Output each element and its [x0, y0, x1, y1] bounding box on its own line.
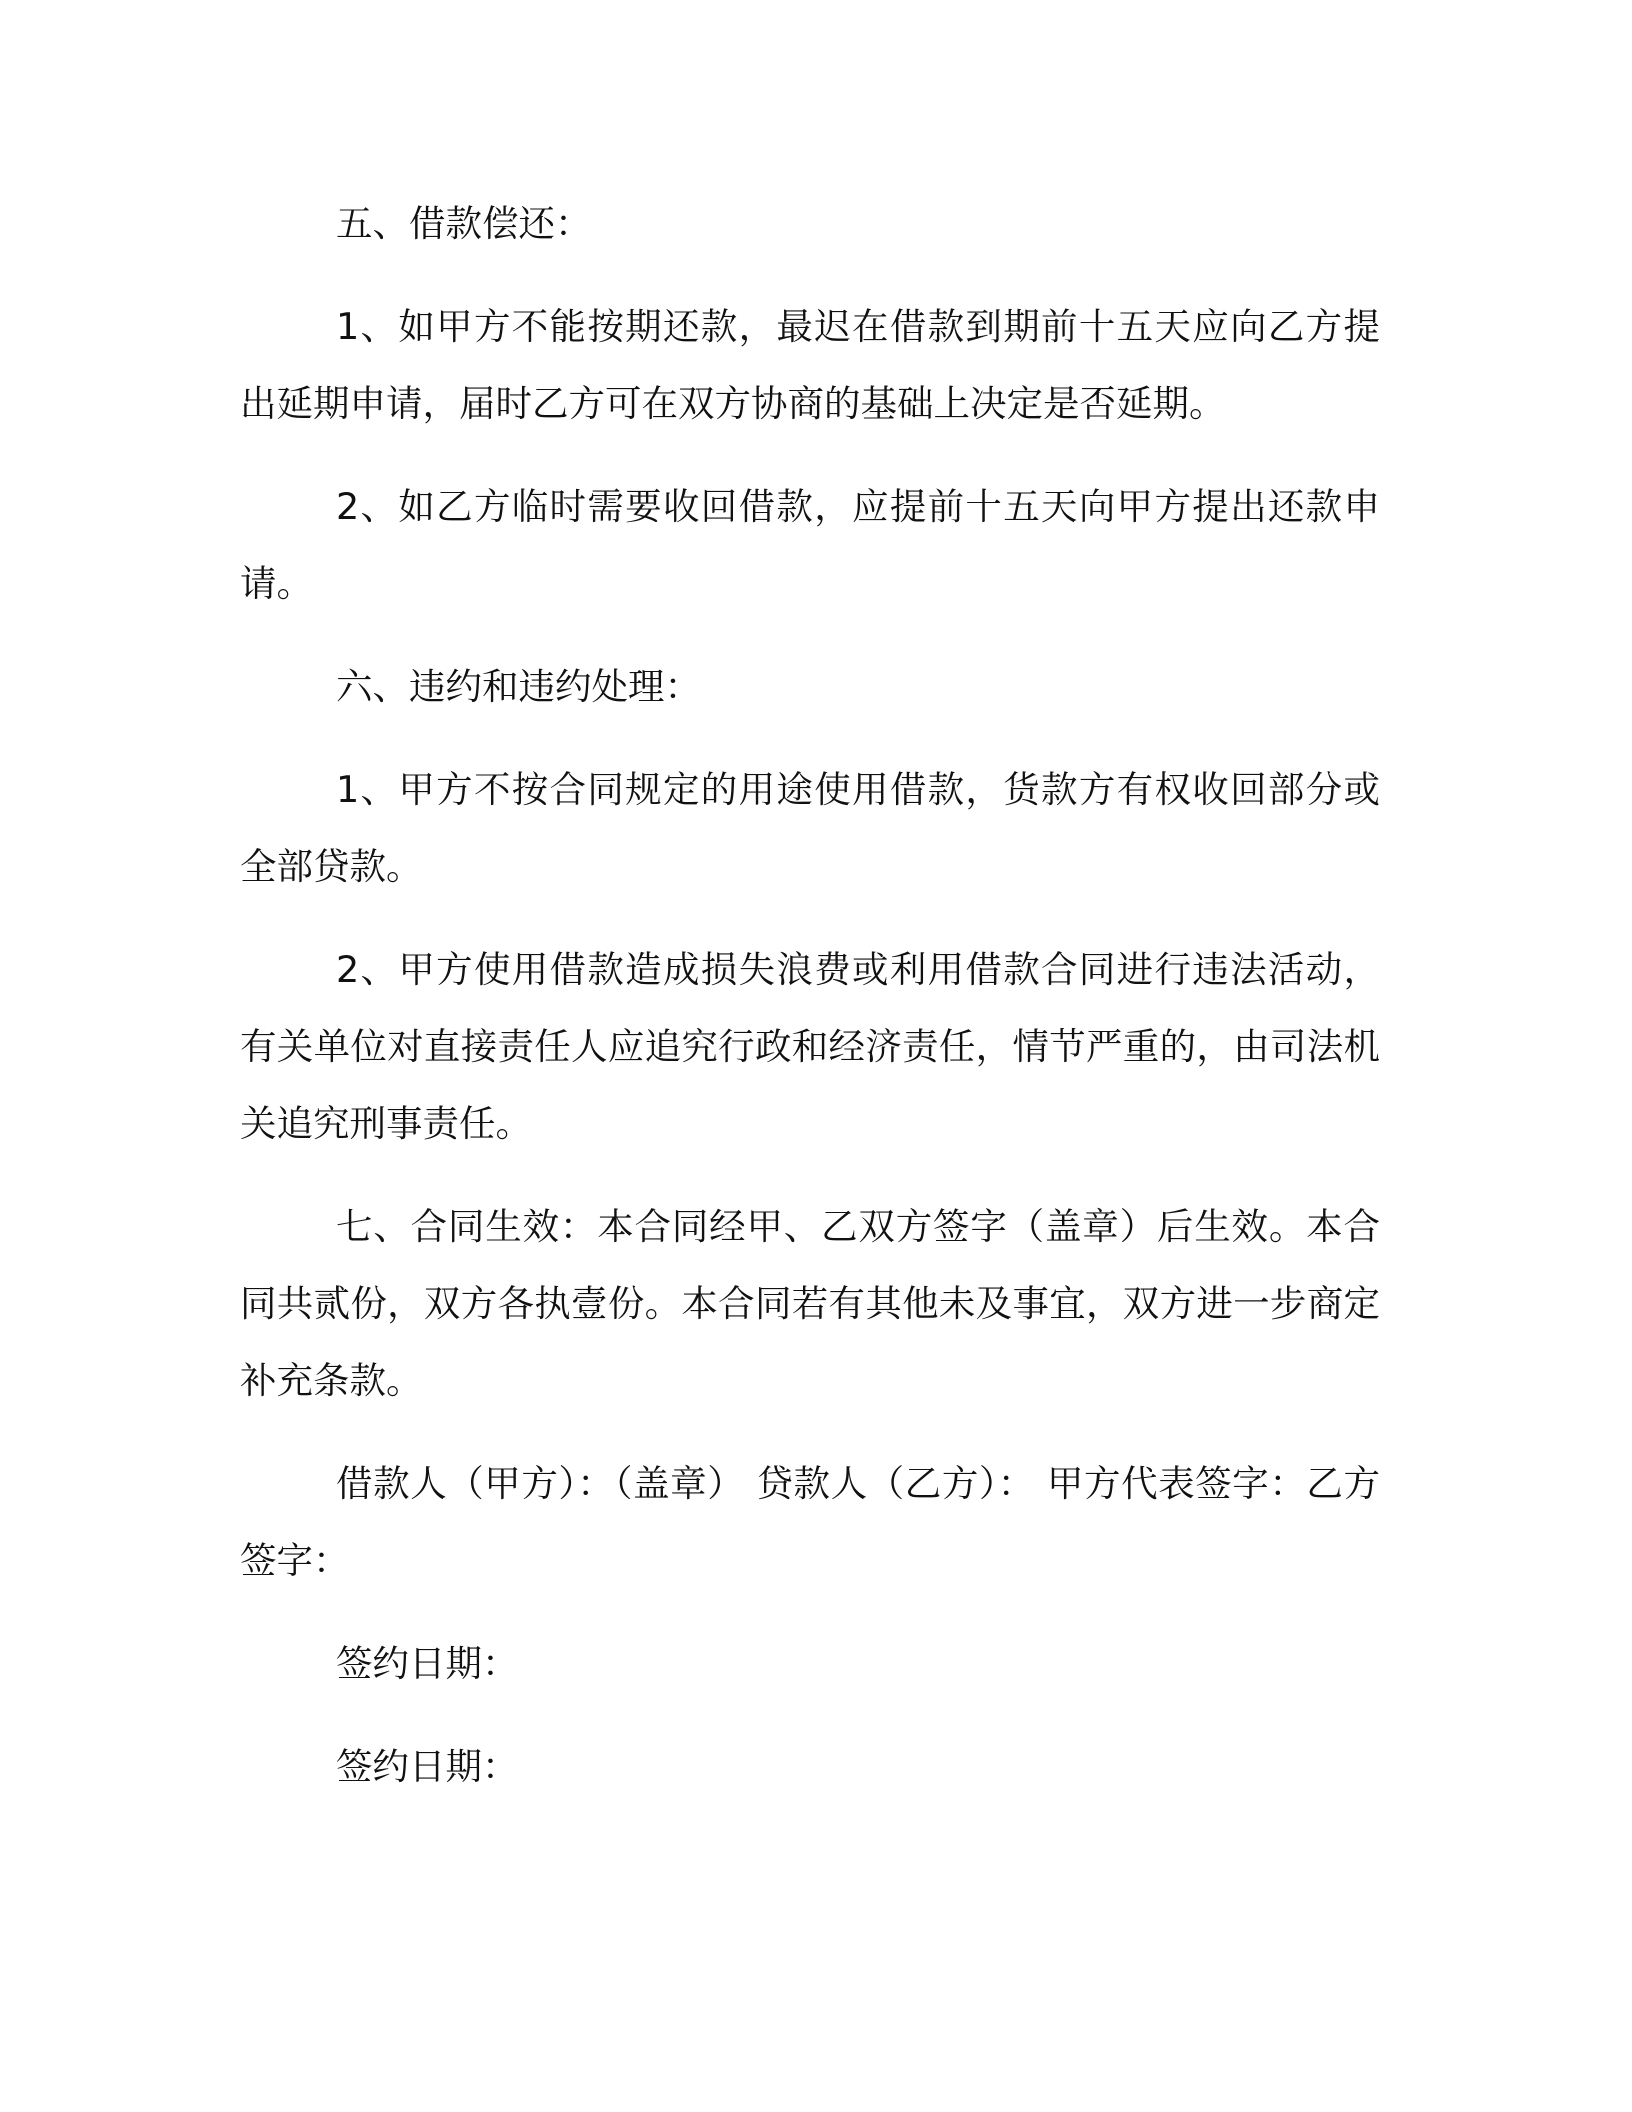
- section-heading-repayment: 五、借款偿还：: [336, 202, 592, 245]
- clause-early-recall: 2、如乙方临时需要收回借款，应提前十五天向甲方提出还款申请。: [240, 485, 1380, 605]
- clause-extension-request: 1、如甲方不能按期还款，最迟在借款到期前十五天应向乙方提出延期申请，届时乙方可在双方协商的基础上决定是否延期。: [240, 305, 1380, 425]
- section-heading-breach: 六、违约和违约处理：: [336, 665, 701, 708]
- clause-illegal-activity: 2、甲方使用借款造成损失浪费或利用借款合同进行违法活动，有关单位对直接责任人应追究行政和经济责任，情节严重的，由司法机关追究刑事责任。: [240, 948, 1380, 1145]
- document-body: [240, 185, 1380, 1831]
- signing-date-line: 签约日期：: [336, 1642, 519, 1685]
- clause-misuse-of-loan: 1、甲方不按合同规定的用途使用借款，货款方有权收回部分或全部贷款。: [240, 768, 1380, 888]
- signing-date-line: 签约日期：: [336, 1745, 519, 1788]
- clause-contract-effective: 七、合同生效：本合同经甲、乙双方签字（盖章）后生效。本合同共贰份，双方各执壹份。本合同若有其他未及事宜，双方进一步商定补充条款。: [240, 1205, 1380, 1402]
- signature-parties-line: 借款人（甲方）：（盖章） 贷款人（乙方）： 甲方代表签字：乙方签字：: [240, 1462, 1380, 1582]
